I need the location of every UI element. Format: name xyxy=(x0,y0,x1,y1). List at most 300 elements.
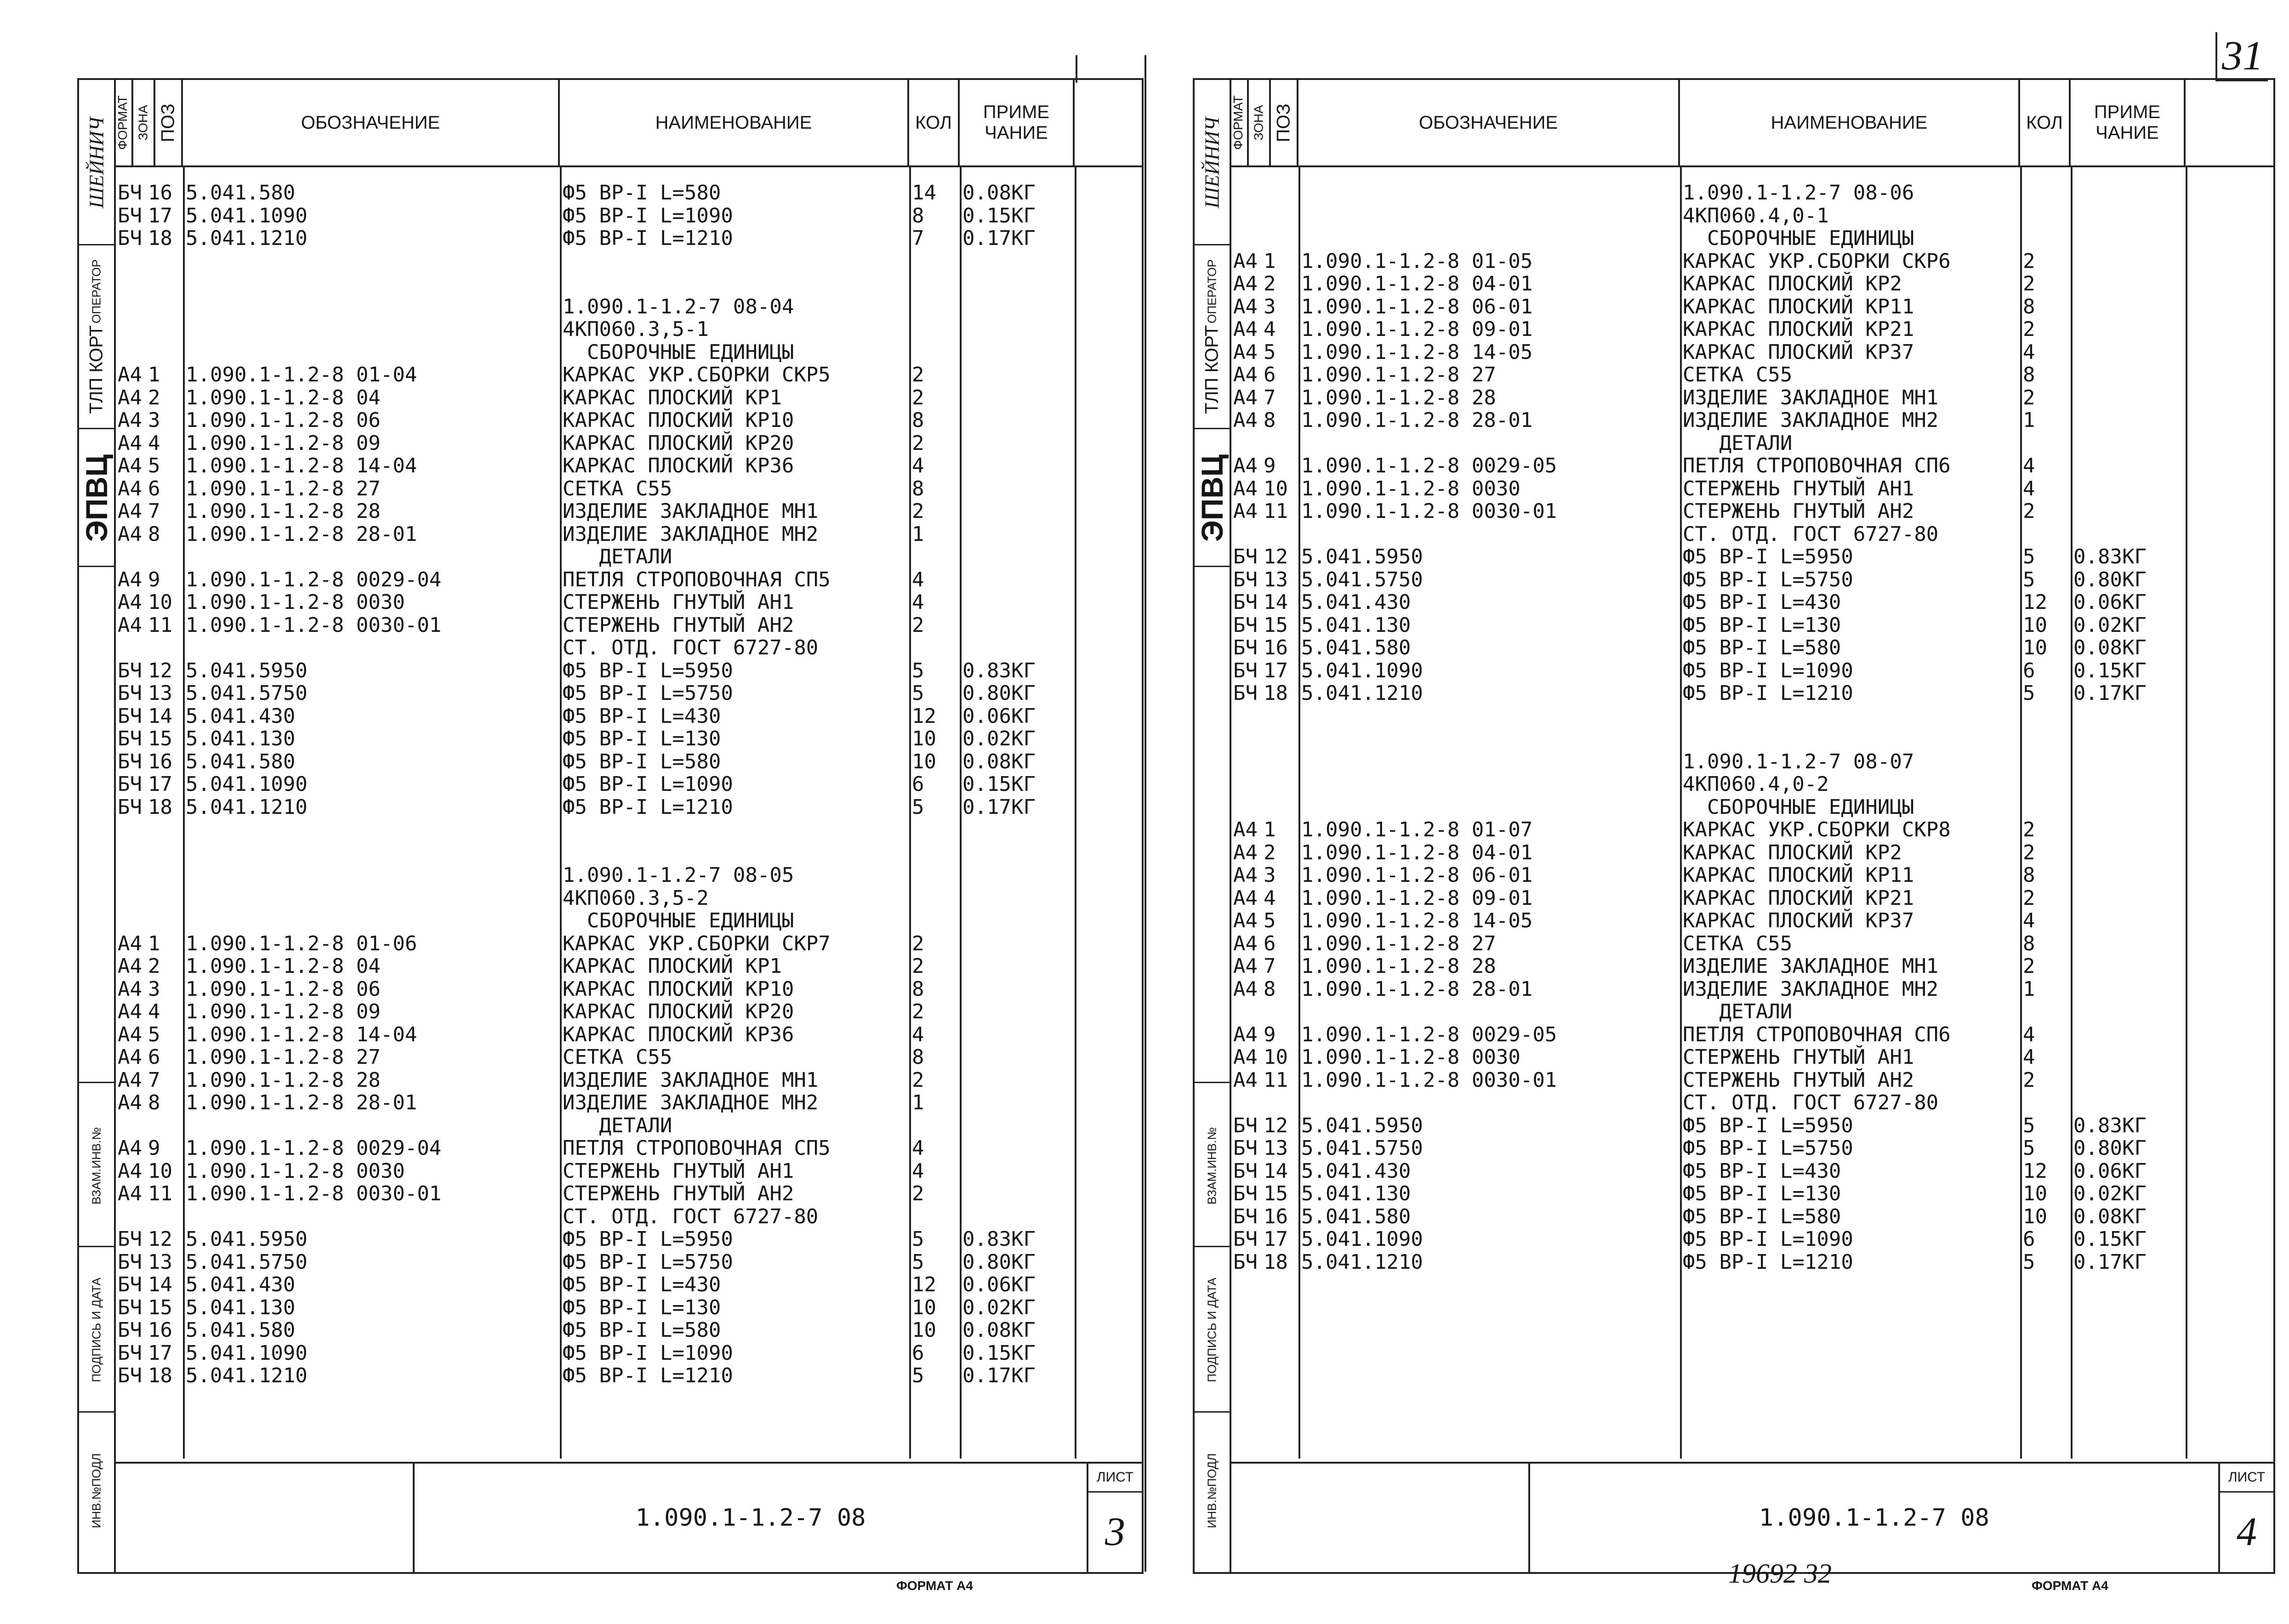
format-cell: БЧ xyxy=(1233,1182,1258,1205)
name-cell: Ф5 ВР-I L=580 xyxy=(1683,636,1841,659)
name-cell: ИЗДЕЛИЕ ЗАКЛАДНОЕ МН1 xyxy=(563,1068,819,1092)
qty-cell: 4 xyxy=(912,591,924,614)
pos-cell: 10 xyxy=(148,1159,172,1183)
name-cell: Ф5 ВР-I L=1090 xyxy=(1683,1227,1853,1251)
qty-cell: 6 xyxy=(2023,659,2035,682)
page-number: 31 xyxy=(2215,32,2268,81)
note-cell: 0.17КГ xyxy=(962,795,1036,819)
table-row xyxy=(1195,660,2233,682)
table-row xyxy=(79,660,1104,682)
qty-cell: 8 xyxy=(912,1045,924,1069)
tlp-label: ТЛП КОРТ xyxy=(86,325,107,414)
format-cell: А4 xyxy=(1233,272,1258,295)
qty-cell: 6 xyxy=(912,1341,924,1365)
format-cell: БЧ xyxy=(1233,613,1258,637)
pos-cell: 18 xyxy=(1264,1250,1288,1274)
name-cell: ИЗДЕЛИЕ ЗАКЛАДНОЕ МН2 xyxy=(563,522,819,546)
table-row xyxy=(79,1160,1104,1182)
note-cell: 0.17КГ xyxy=(2073,681,2147,705)
table-row xyxy=(1195,341,2233,363)
name-cell: ДЕТАЛИ xyxy=(1683,1000,1793,1023)
name-cell: СТЕРЖЕНЬ ГНУТЫЙ АН2 xyxy=(1683,500,1914,523)
format-cell: БЧ xyxy=(118,659,142,682)
qty-cell: 5 xyxy=(912,1364,924,1387)
designation-cell: 1.090.1-1.2-8 27 xyxy=(186,1045,381,1069)
name-cell: Ф5 ВР-I L=130 xyxy=(1683,613,1841,637)
table-row xyxy=(79,591,1104,613)
table-row xyxy=(1195,728,2233,750)
designation-cell: 5.041.5750 xyxy=(1301,568,1423,591)
header-format: ФОРМАТ xyxy=(115,95,130,150)
qty-cell: 1 xyxy=(912,522,924,546)
table-row xyxy=(79,933,1104,955)
pos-cell: 3 xyxy=(148,409,160,432)
table-row xyxy=(1195,478,2233,500)
format-cell: БЧ xyxy=(118,681,142,705)
table-row xyxy=(79,705,1104,727)
table-row xyxy=(1195,955,2233,977)
qty-cell: 2 xyxy=(912,931,924,955)
format-cell: А4 xyxy=(1233,840,1258,864)
table-row xyxy=(1195,318,2233,341)
inv-sub-label: ВЗАМ.ИНВ.№ xyxy=(89,1127,103,1205)
format-cell: А4 xyxy=(118,1068,142,1092)
header-name: НАИМЕНОВАНИЕ xyxy=(560,80,909,165)
pos-cell: 4 xyxy=(148,431,160,455)
pos-cell: 16 xyxy=(148,181,172,204)
note-cell: 0.08КГ xyxy=(962,750,1036,773)
format-cell: А4 xyxy=(1233,500,1258,523)
header-pos: ПОЗ xyxy=(1273,103,1294,142)
qty-cell: 2 xyxy=(912,386,924,409)
qty-cell: 2 xyxy=(912,431,924,455)
note-cell: 0.02КГ xyxy=(2073,613,2147,637)
header-qty: КОЛ xyxy=(909,80,960,165)
qty-cell: 8 xyxy=(2023,295,2035,318)
pos-cell: 7 xyxy=(148,1068,160,1092)
designation-cell: 1.090.1-1.2-8 09-01 xyxy=(1301,886,1533,910)
format-cell: БЧ xyxy=(118,1227,142,1251)
format-cell: БЧ xyxy=(1233,1250,1258,1274)
name-cell: СЕТКА С55 xyxy=(563,477,672,500)
qty-cell: 4 xyxy=(912,454,924,477)
designation-cell: 1.090.1-1.2-8 28 xyxy=(186,500,381,523)
qty-cell: 4 xyxy=(2023,454,2035,477)
pos-cell: 6 xyxy=(148,1045,160,1069)
qty-cell: 4 xyxy=(912,1022,924,1046)
name-cell: Ф5 ВР-I L=580 xyxy=(563,750,721,773)
table-row xyxy=(79,842,1104,864)
table-row xyxy=(79,250,1104,273)
pos-cell: 16 xyxy=(148,750,172,773)
format-cell: А4 xyxy=(118,1000,142,1023)
pos-cell: 14 xyxy=(1264,1159,1288,1183)
qty-cell: 5 xyxy=(2023,1136,2035,1160)
pos-cell: 15 xyxy=(148,727,172,750)
title-block xyxy=(1230,1462,2273,1572)
name-cell: КАРКАС УКР.СБОРКИ СКР7 xyxy=(563,931,831,955)
pos-cell: 14 xyxy=(148,1273,172,1296)
note-cell: 0.83КГ xyxy=(962,1227,1036,1251)
table-row xyxy=(1195,250,2233,273)
qty-cell: 5 xyxy=(2023,1113,2035,1137)
format-cell: А4 xyxy=(1233,909,1258,932)
note-cell: 0.08КГ xyxy=(2073,1204,2147,1228)
pos-cell: 5 xyxy=(1264,909,1276,932)
name-cell: ИЗДЕЛИЕ ЗАКЛАДНОЕ МН2 xyxy=(1683,977,1939,1001)
designation-cell: 5.041.1210 xyxy=(1301,681,1423,705)
table-header xyxy=(114,80,1142,167)
name-cell: Ф5 ВР-I L=580 xyxy=(563,181,721,204)
format-cell: БЧ xyxy=(118,204,142,227)
qty-cell: 4 xyxy=(912,1159,924,1183)
name-cell: КАРКАС ПЛОСКИЙ КР20 xyxy=(563,1000,794,1023)
designation-cell: 1.090.1-1.2-8 01-07 xyxy=(1301,818,1533,841)
qty-cell: 2 xyxy=(912,500,924,523)
name-cell: СБОРОЧНЫЕ ЕДИНИЦЫ xyxy=(563,909,794,932)
name-cell: 1.090.1-1.2-7 08-07 xyxy=(1683,750,1914,773)
note-cell: 0.02КГ xyxy=(962,727,1036,750)
table-row xyxy=(79,1092,1104,1114)
designation-cell: 1.090.1-1.2-8 04-01 xyxy=(1301,840,1533,864)
qty-cell: 2 xyxy=(912,613,924,637)
name-cell: Ф5 ВР-I L=1210 xyxy=(563,795,733,819)
name-cell: КАРКАС ПЛОСКИЙ КР21 xyxy=(1683,886,1914,910)
designation-cell: 5.041.130 xyxy=(186,1295,296,1319)
qty-cell: 6 xyxy=(912,772,924,796)
qty-cell: 10 xyxy=(912,727,936,750)
name-cell: КАРКАС УКР.СБОРКИ СКР5 xyxy=(563,363,831,386)
pos-cell: 1 xyxy=(1264,249,1276,273)
table-header xyxy=(1230,80,2273,167)
format-cell: БЧ xyxy=(118,727,142,750)
note-cell: 0.15КГ xyxy=(962,1341,1036,1365)
pos-cell: 2 xyxy=(1264,272,1276,295)
name-cell: ИЗДЕЛИЕ ЗАКЛАДНОЕ МН2 xyxy=(1683,409,1939,432)
name-cell: СТЕРЖЕНЬ ГНУТЫЙ АН1 xyxy=(1683,477,1914,500)
table-row xyxy=(1195,227,2233,250)
inv-orig-label: ИНВ.№ПОДЛ xyxy=(1205,1453,1219,1528)
table-row xyxy=(1195,1160,2233,1182)
table-row xyxy=(1195,273,2233,295)
format-cell: А4 xyxy=(118,591,142,614)
pos-cell: 6 xyxy=(148,477,160,500)
format-cell: БЧ xyxy=(118,1250,142,1274)
name-cell: КАРКАС ПЛОСКИЙ КР11 xyxy=(1683,295,1914,318)
designation-cell: 1.090.1-1.2-8 28-01 xyxy=(186,522,417,546)
name-cell: КАРКАС ПЛОСКИЙ КР1 xyxy=(563,954,782,978)
note-cell: 0.80КГ xyxy=(962,1250,1036,1274)
format-cell: А4 xyxy=(118,386,142,409)
pos-cell: 3 xyxy=(1264,295,1276,318)
designation-cell: 1.090.1-1.2-8 06 xyxy=(186,977,381,1001)
designation-cell: 5.041.1210 xyxy=(1301,1250,1423,1274)
pos-cell: 7 xyxy=(1264,386,1276,409)
spec-sheet-left xyxy=(77,78,1144,1574)
pos-cell: 2 xyxy=(1264,840,1276,864)
designation-cell: 1.090.1-1.2-8 14-05 xyxy=(1301,909,1533,932)
header-pos: ПОЗ xyxy=(158,103,178,142)
table-row xyxy=(1195,569,2233,591)
format-cell: А4 xyxy=(1233,818,1258,841)
table-row xyxy=(79,1251,1104,1273)
format-cell: А4 xyxy=(118,931,142,955)
format-cell: А4 xyxy=(1233,409,1258,432)
table-row xyxy=(79,978,1104,1000)
designation-cell: 5.041.5950 xyxy=(1301,545,1423,568)
qty-cell: 2 xyxy=(2023,818,2035,841)
format-cell: А4 xyxy=(1233,454,1258,477)
table-row xyxy=(79,819,1104,841)
note-cell: 0.80КГ xyxy=(2073,568,2147,591)
table-row xyxy=(1195,364,2233,386)
name-cell: ИЗДЕЛИЕ ЗАКЛАДНОЕ МН2 xyxy=(563,1091,819,1114)
table-row xyxy=(79,296,1104,318)
name-cell: ДЕТАЛИ xyxy=(1683,431,1793,455)
doc-code: 1.090.1-1.2-7 08 xyxy=(413,1464,1087,1572)
name-cell: Ф5 ВР-I L=1090 xyxy=(563,204,733,227)
table-row xyxy=(1195,409,2233,432)
name-cell: СБОРОЧНЫЕ ЕДИНИЦЫ xyxy=(1683,227,1914,250)
pos-cell: 4 xyxy=(148,1000,160,1023)
designation-cell: 1.090.1-1.2-8 0029-05 xyxy=(1301,454,1557,477)
note-cell: 0.06КГ xyxy=(2073,1159,2147,1183)
format-cell: А4 xyxy=(118,1091,142,1114)
qty-cell: 2 xyxy=(912,363,924,386)
name-cell: Ф5 ВР-I L=5750 xyxy=(563,681,733,705)
table-row xyxy=(79,455,1104,477)
designation-cell: 1.090.1-1.2-8 0030 xyxy=(1301,1045,1520,1069)
title-block xyxy=(114,1462,1142,1572)
pos-cell: 14 xyxy=(1264,591,1288,614)
pos-cell: 8 xyxy=(1264,977,1276,1001)
qty-cell: 4 xyxy=(912,1136,924,1160)
name-cell: Ф5 ВР-I L=430 xyxy=(1683,591,1841,614)
designation-cell: 1.090.1-1.2-8 0030-01 xyxy=(1301,1068,1557,1092)
qty-cell: 8 xyxy=(912,409,924,432)
sign-date-label: ПОДПИСЬ И ДАТА xyxy=(1205,1278,1219,1382)
designation-cell: 1.090.1-1.2-8 28-01 xyxy=(186,1091,417,1114)
center-fold-line xyxy=(1144,55,1146,1572)
name-cell: 4КП060.4,0-1 xyxy=(1683,204,1829,227)
table-row xyxy=(79,1069,1104,1091)
handwritten-archive-number: 19692 32 xyxy=(1728,1558,1832,1589)
format-cell: БЧ xyxy=(1233,545,1258,568)
table-row xyxy=(1195,546,2233,568)
note-cell: 0.17КГ xyxy=(962,227,1036,250)
designation-cell: 1.090.1-1.2-8 28-01 xyxy=(1301,409,1533,432)
qty-cell: 8 xyxy=(912,977,924,1001)
pos-cell: 13 xyxy=(148,681,172,705)
table-row xyxy=(79,773,1104,795)
format-cell: А4 xyxy=(118,363,142,386)
header-designation: ОБОЗНАЧЕНИЕ xyxy=(1298,80,1680,165)
format-cell: БЧ xyxy=(1233,568,1258,591)
designation-cell: 1.090.1-1.2-8 04-01 xyxy=(1301,272,1533,295)
pos-cell: 9 xyxy=(148,1136,160,1160)
qty-cell: 4 xyxy=(2023,909,2035,932)
name-cell: КАРКАС ПЛОСКИЙ КР2 xyxy=(1683,840,1902,864)
name-cell: Ф5 ВР-I L=1210 xyxy=(563,1364,733,1387)
table-row xyxy=(1195,864,2233,886)
table-row xyxy=(1195,910,2233,932)
format-cell: А4 xyxy=(118,954,142,978)
name-cell: Ф5 ВР-I L=5750 xyxy=(563,1250,733,1274)
name-cell: Ф5 ВР-I L=130 xyxy=(563,1295,721,1319)
name-cell: СБОРОЧНЫЕ ЕДИНИЦЫ xyxy=(563,340,794,364)
table-row xyxy=(1195,1251,2233,1273)
format-cell: БЧ xyxy=(118,1318,142,1342)
qty-cell: 2 xyxy=(2023,886,2035,910)
pos-cell: 17 xyxy=(1264,659,1288,682)
format-cell: А4 xyxy=(118,1045,142,1069)
format-cell: БЧ xyxy=(118,750,142,773)
table-row xyxy=(79,1046,1104,1068)
pos-cell: 12 xyxy=(1264,545,1288,568)
name-cell: Ф5 ВР-I L=5950 xyxy=(563,1227,733,1251)
format-cell: БЧ xyxy=(1233,659,1258,682)
table-row xyxy=(1195,1137,2233,1159)
name-cell: ИЗДЕЛИЕ ЗАКЛАДНОЕ МН1 xyxy=(563,500,819,523)
format-cell: БЧ xyxy=(1233,1113,1258,1137)
note-cell: 0.06КГ xyxy=(962,704,1036,728)
header-note: ПРИМЕ ЧАНИЕ xyxy=(2071,80,2186,165)
table-row xyxy=(79,478,1104,500)
format-cell: А4 xyxy=(118,500,142,523)
designation-cell: 5.041.5750 xyxy=(186,1250,307,1274)
format-cell: А4 xyxy=(1233,863,1258,887)
name-cell: КАРКАС ПЛОСКИЙ КР37 xyxy=(1683,340,1914,364)
qty-cell: 5 xyxy=(912,681,924,705)
format-cell: БЧ xyxy=(118,181,142,204)
name-cell: ИЗДЕЛИЕ ЗАКЛАДНОЕ МН1 xyxy=(1683,386,1939,409)
name-cell: Ф5 ВР-I L=5950 xyxy=(1683,1113,1853,1137)
designation-cell: 1.090.1-1.2-8 0030 xyxy=(186,591,405,614)
name-cell: ПЕТЛЯ СТРОПОВОЧНАЯ СП6 xyxy=(1683,1022,1951,1046)
header-note: ПРИМЕ ЧАНИЕ xyxy=(960,80,1075,165)
designation-cell: 1.090.1-1.2-8 14-04 xyxy=(186,1022,417,1046)
designation-cell: 5.041.1090 xyxy=(1301,659,1423,682)
pos-cell: 11 xyxy=(148,1182,172,1205)
format-cell: А4 xyxy=(118,1182,142,1205)
note-cell: 0.17КГ xyxy=(962,1364,1036,1387)
note-cell: 0.02КГ xyxy=(962,1295,1036,1319)
designation-cell: 5.041.580 xyxy=(186,1318,296,1342)
designation-cell: 5.041.130 xyxy=(1301,1182,1411,1205)
designation-cell: 5.041.580 xyxy=(1301,1204,1411,1228)
table-row xyxy=(1195,842,2233,864)
qty-cell: 12 xyxy=(2023,1159,2047,1183)
format-cell: А4 xyxy=(1233,295,1258,318)
pos-cell: 13 xyxy=(148,1250,172,1274)
table-row xyxy=(79,955,1104,977)
name-cell: КАРКАС ПЛОСКИЙ КР36 xyxy=(563,1022,794,1046)
qty-cell: 2 xyxy=(2023,249,2035,273)
note-cell: 0.08КГ xyxy=(962,181,1036,204)
name-cell: Ф5 ВР-I L=430 xyxy=(563,704,721,728)
table-row xyxy=(1195,205,2233,227)
format-cell: БЧ xyxy=(1233,681,1258,705)
name-cell: КАРКАС ПЛОСКИЙ КР10 xyxy=(563,977,794,1001)
pos-cell: 7 xyxy=(148,500,160,523)
designation-cell: 1.090.1-1.2-8 27 xyxy=(1301,931,1496,955)
name-cell: 4КП060.3,5-2 xyxy=(563,886,709,910)
designation-cell: 5.041.1090 xyxy=(186,204,307,227)
table-row xyxy=(1195,296,2233,318)
name-cell: СЕТКА С55 xyxy=(1683,931,1793,955)
pos-cell: 16 xyxy=(1264,1204,1288,1228)
name-cell: Ф5 ВР-I L=580 xyxy=(563,1318,721,1342)
pos-cell: 3 xyxy=(1264,863,1276,887)
pos-cell: 15 xyxy=(148,1295,172,1319)
designation-cell: 1.090.1-1.2-8 01-06 xyxy=(186,931,417,955)
note-cell: 0.15КГ xyxy=(2073,1227,2147,1251)
pos-cell: 11 xyxy=(148,613,172,637)
qty-cell: 4 xyxy=(2023,1045,2035,1069)
format-cell: А4 xyxy=(118,568,142,591)
table-row xyxy=(1195,796,2233,818)
designation-cell: 1.090.1-1.2-8 27 xyxy=(186,477,381,500)
format-cell: А4 xyxy=(1233,363,1258,386)
header-format: ФОРМАТ xyxy=(1231,95,1245,150)
qty-cell: 5 xyxy=(2023,681,2035,705)
tlp-label: ТЛП КОРТ xyxy=(1201,325,1222,414)
table-row xyxy=(79,409,1104,432)
table-row xyxy=(1195,1115,2233,1137)
table-row xyxy=(79,1319,1104,1341)
qty-cell: 4 xyxy=(2023,477,2035,500)
name-cell: ИЗДЕЛИЕ ЗАКЛАДНОЕ МН1 xyxy=(1683,954,1939,978)
table-row xyxy=(79,1228,1104,1250)
qty-cell: 14 xyxy=(912,181,936,204)
signature-name: ШЕЙНИЧ xyxy=(1201,117,1224,209)
pos-cell: 2 xyxy=(148,954,160,978)
qty-cell: 12 xyxy=(912,704,936,728)
table-row xyxy=(79,1365,1104,1387)
note-cell: 0.17КГ xyxy=(2073,1250,2147,1274)
format-cell: А4 xyxy=(1233,1022,1258,1046)
format-cell: А4 xyxy=(1233,1068,1258,1092)
name-cell: КАРКАС УКР.СБОРКИ СКР6 xyxy=(1683,249,1951,273)
qty-cell: 1 xyxy=(2023,977,2035,1001)
table-row xyxy=(79,500,1104,522)
table-row xyxy=(1195,819,2233,841)
list-label: ЛИСТ xyxy=(2220,1464,2273,1493)
qty-cell: 2 xyxy=(912,1000,924,1023)
format-cell: БЧ xyxy=(1233,1159,1258,1183)
pos-cell: 5 xyxy=(148,454,160,477)
pos-cell: 11 xyxy=(1264,1068,1288,1092)
doc-code: 1.090.1-1.2-7 08 xyxy=(1528,1464,2218,1572)
qty-cell: 8 xyxy=(2023,931,2035,955)
format-cell: БЧ xyxy=(118,227,142,250)
designation-cell: 1.090.1-1.2-8 0030-01 xyxy=(186,613,442,637)
table-row xyxy=(1195,751,2233,773)
qty-cell: 6 xyxy=(2023,1227,2035,1251)
pos-cell: 9 xyxy=(1264,454,1276,477)
qty-cell: 12 xyxy=(912,1273,936,1296)
name-cell: ПЕТЛЯ СТРОПОВОЧНАЯ СП5 xyxy=(563,568,831,591)
designation-cell: 5.041.1210 xyxy=(186,227,307,250)
designation-cell: 1.090.1-1.2-8 14-05 xyxy=(1301,340,1533,364)
pos-cell: 5 xyxy=(1264,340,1276,364)
designation-cell: 1.090.1-1.2-8 06-01 xyxy=(1301,295,1533,318)
pos-cell: 1 xyxy=(1264,818,1276,841)
pos-cell: 1 xyxy=(148,363,160,386)
sign-date-label: ПОДПИСЬ И ДАТА xyxy=(89,1278,103,1382)
pos-cell: 8 xyxy=(1264,409,1276,432)
name-cell: ПЕТЛЯ СТРОПОВОЧНАЯ СП5 xyxy=(563,1136,831,1160)
